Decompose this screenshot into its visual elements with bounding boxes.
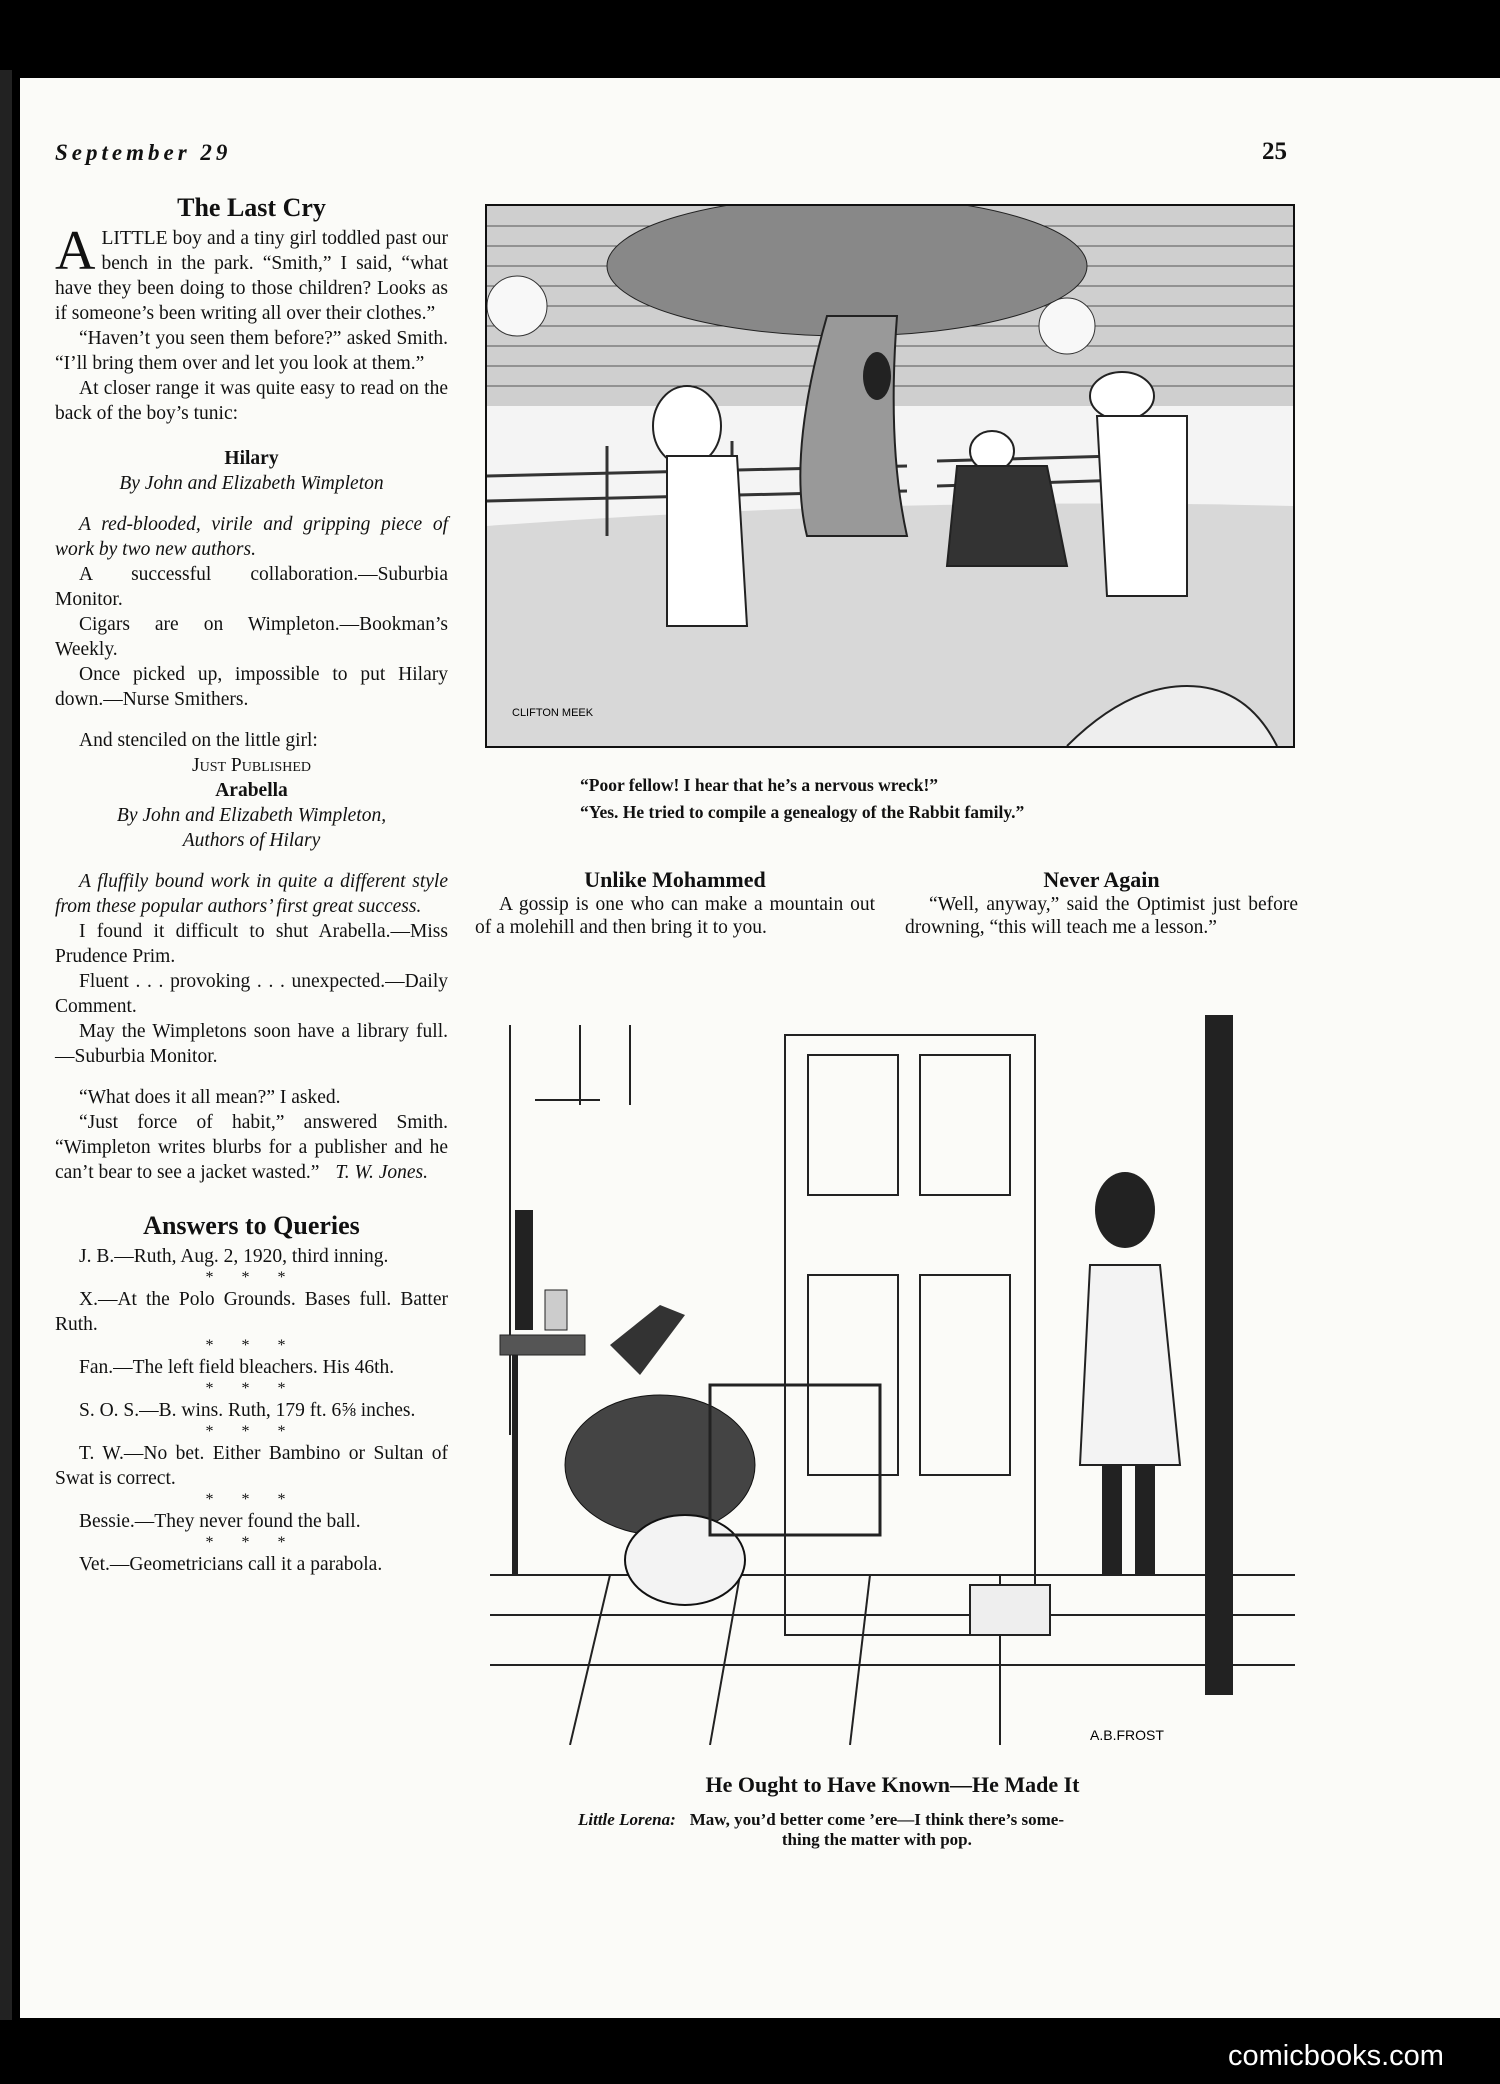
separator-stars: * * * <box>205 1269 298 1286</box>
spacer <box>55 1069 448 1085</box>
book2-byline: By John and Elizabeth Wimpleton, <box>116 805 387 826</box>
book1-blurb: Cigars are on Wimpleton.—Bookman’s Weekly. <box>55 614 448 660</box>
spacer <box>55 853 448 869</box>
last-cry-p2: “Haven’t you seen them before?” asked Smith. “I’ll bring them over and let you look at them.” <box>55 328 448 374</box>
book2-blurb: Fluent . . . provoking . . . unexpected.—Daily Comment. <box>55 971 448 1017</box>
cartoon1-caption-line1: “Poor fellow! I hear that he’s a nervous wreck!” <box>580 775 939 795</box>
book2-blurb: May the Wimpletons soon have a library full.—Suburbia Monitor. <box>55 1021 448 1067</box>
cartoon1-signature: CLIFTON MEEK <box>512 707 594 719</box>
book1-blurb: A successful collaboration.—Suburbia Monitor. <box>55 564 448 610</box>
answer-item: Vet.—Geometricians call it a parabola. <box>79 1554 383 1575</box>
separator-stars: * * * <box>205 1337 298 1354</box>
book1-title: Hilary <box>224 448 279 469</box>
last-cry-title: The Last Cry <box>177 193 326 222</box>
answer-item: T. W.—No bet. Either Bambino or Sultan of Swat is correct. <box>55 1443 448 1489</box>
last-cry-p6: “Just force of habit,” answered Smith. “Wimpleton writes blurbs for a publisher and he can’t bear to see a jacket wasted.” <box>55 1112 448 1183</box>
answer-item: J. B.—Ruth, Aug. 2, 1920, third inning. <box>79 1246 389 1267</box>
page-number: 25 <box>1262 138 1287 165</box>
answer-item: Fan.—The left field bleachers. His 46th. <box>79 1357 395 1378</box>
never-again-text: “Well, anyway,” said the Optimist just before drowning, “this will teach me a lesson.” <box>905 894 1298 938</box>
answer-item: Bessie.—They never found the ball. <box>79 1511 361 1532</box>
pop-cartoon-drawing <box>490 1015 1295 1745</box>
unlike-mohammed-item <box>475 868 875 939</box>
last-cry-author: T. W. Jones. <box>335 1162 428 1183</box>
last-cry-p1 <box>55 220 448 326</box>
last-cry-p4: And stenciled on the little girl: <box>79 730 318 751</box>
left-column <box>55 195 448 1577</box>
just-published: Just Published <box>192 755 311 776</box>
pop-cartoon-illustration <box>490 1015 1295 1745</box>
cartoon2-dialogue <box>690 1810 1064 1850</box>
spacer <box>55 496 448 512</box>
drop-cap: A <box>55 220 96 282</box>
last-cry-p1-text: LITTLE boy and a tiny girl toddled past our bench in the park. “Smith,” I said, “what have they been doing to those children? Looks as if someone’s been writing all over their clothes.” <box>55 228 448 324</box>
book1-blurb: A red-blooded, virile and gripping piece of work by two new authors. <box>55 514 448 560</box>
page-date: September 29 <box>55 140 232 165</box>
cartoon2-title: He Ought to Have Known—He Made It <box>705 1772 1080 1797</box>
book1-blurb: Once picked up, impossible to put Hilary down.—Nurse Smithers. <box>55 664 448 710</box>
rabbit-cartoon-illustration <box>485 204 1295 748</box>
answers-list <box>55 1244 448 1577</box>
answer-item: X.—At the Polo Grounds. Bases full. Batter Ruth. <box>55 1289 448 1335</box>
book1-byline: By John and Elizabeth Wimpleton <box>119 473 384 494</box>
never-again-item <box>905 868 1298 939</box>
separator-stars: * * * <box>205 1534 298 1551</box>
book2-blurb: A fluffily bound work in quite a different style from these popular authors’ first great success. <box>55 871 448 917</box>
last-cry-p5: “What does it all mean?” I asked. <box>79 1087 341 1108</box>
separator-stars: * * * <box>205 1423 298 1440</box>
cartoon2-signature: A.B.FROST <box>1090 1727 1164 1743</box>
spacer <box>55 712 448 728</box>
book2-title: Arabella <box>215 780 288 801</box>
answer-item: S. O. S.—B. wins. Ruth, 179 ft. 6⅝ inches. <box>79 1400 416 1421</box>
watermark: comicbooks.com <box>1228 2040 1444 2072</box>
answers-title: Answers to Queries <box>143 1211 360 1240</box>
cartoon2-line2: thing the matter with pop. <box>781 1830 972 1849</box>
cartoon1-caption <box>580 772 1280 826</box>
rabbit-cartoon-drawing <box>487 206 1293 746</box>
unlike-mohammed-text: A gossip is one who can make a mountain out of a molehill and then bring it to you. <box>475 894 875 938</box>
separator-stars: * * * <box>205 1380 298 1397</box>
binding-gutter <box>0 70 12 2020</box>
cartoon2-caption <box>578 1810 1278 1850</box>
separator-stars: * * * <box>205 1491 298 1508</box>
never-again-title: Never Again <box>1043 867 1160 892</box>
last-cry-p3: At closer range it was quite easy to read on the back of the boy’s tunic: <box>55 378 448 424</box>
book2-blurb: I found it difficult to shut Arabella.—Miss Prudence Prim. <box>55 921 448 967</box>
unlike-mohammed-title: Unlike Mohammed <box>584 867 766 892</box>
cartoon2-speaker: Little Lorena: <box>578 1810 676 1829</box>
book2-byline2: Authors of Hilary <box>182 830 321 851</box>
cartoon2-line1: Maw, you’d better come ’ere—I think there’s some- <box>689 1810 1064 1829</box>
cartoon1-caption-line2: “Yes. He tried to compile a genealogy of the Rabbit family.” <box>580 802 1025 822</box>
